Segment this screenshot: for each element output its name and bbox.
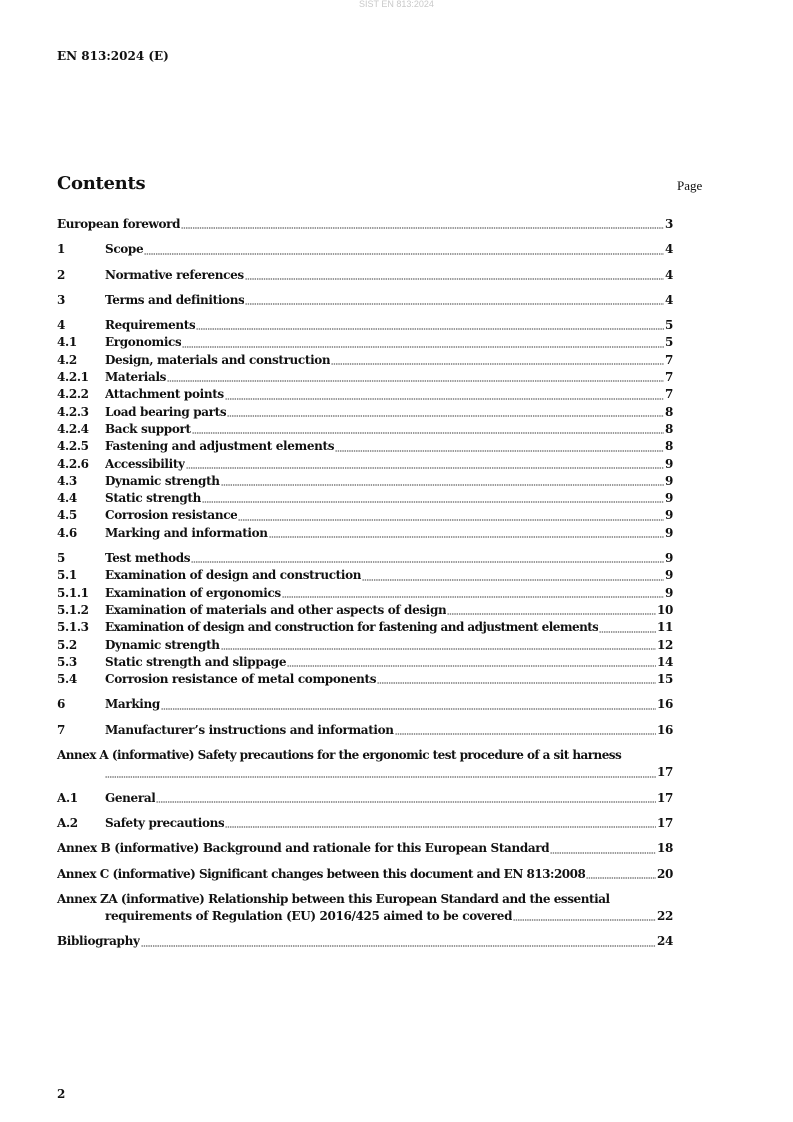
- toc-entry-5[interactable]: [57, 550, 673, 567]
- toc-entry-title: Marking: [105, 697, 160, 712]
- toc-entry-number: 5.1.2: [57, 602, 89, 617]
- toc-entry-title: Ergonomics: [105, 335, 182, 350]
- toc-entry-6[interactable]: [57, 696, 673, 713]
- dot-leader: [395, 732, 656, 736]
- toc-entry-page: 9: [665, 508, 673, 523]
- dot-leader: [191, 560, 664, 564]
- toc-entry-title: Examination of design and construction: [105, 568, 362, 583]
- toc-entry-title: Static strength and slippage: [105, 654, 287, 669]
- toc-entry-page: 14: [657, 654, 673, 669]
- dot-leader: [335, 449, 664, 453]
- toc-entry-page: 9: [665, 585, 673, 600]
- toc-entry-number: 7: [57, 722, 65, 737]
- dot-leader: [245, 302, 664, 306]
- toc-entry-title: Dynamic strength: [105, 637, 220, 652]
- toc-entry-a1[interactable]: [57, 790, 673, 807]
- toc-entry-3[interactable]: [57, 292, 673, 309]
- toc-entry-title: Test methods: [105, 551, 191, 566]
- toc-entry-7[interactable]: [57, 722, 673, 739]
- dot-leader: [202, 500, 664, 504]
- toc-entry-4-6[interactable]: [57, 525, 673, 542]
- toc-entry-page: 17: [657, 815, 673, 830]
- toc-entry-page: 22: [657, 909, 673, 924]
- toc-entry-number: 5.3: [57, 654, 77, 669]
- toc-entry-title: Back support: [105, 421, 191, 436]
- toc-entry-title: Marking and information: [105, 525, 268, 540]
- toc-entry-5-3[interactable]: [57, 654, 673, 671]
- toc-entry-page: 17: [657, 790, 673, 805]
- toc-entry-page: 4: [665, 242, 673, 257]
- toc-entry-title: Examination of design and construction for fastening and adjustment elements: [105, 620, 599, 635]
- toc-entry-title: Corrosion resistance: [105, 508, 238, 523]
- toc-entry-1[interactable]: [57, 241, 673, 258]
- dot-leader: [196, 327, 664, 331]
- toc-entry-page: 8: [665, 421, 673, 436]
- dot-leader: [362, 578, 664, 582]
- dot-leader: [377, 681, 656, 685]
- toc-entry-number: 4.1: [57, 335, 77, 350]
- toc-entry-page: 3: [665, 217, 673, 231]
- toc-entry-5-1-2[interactable]: [57, 602, 673, 619]
- toc-entry-title: Design, materials and construction: [105, 352, 331, 367]
- toc-entry-5-1-3[interactable]: [57, 619, 673, 636]
- dot-leader: [331, 362, 664, 366]
- dot-leader: [141, 944, 656, 948]
- page-number: 2: [57, 1087, 66, 1101]
- toc-entry-page: 11: [657, 620, 673, 635]
- toc-entry-title: General: [105, 790, 156, 805]
- toc-entry-number: 4.3: [57, 473, 77, 488]
- toc-entry-title-continued: requirements of Regulation (EU) 2016/425 aimed to be covered: [105, 909, 513, 924]
- toc-entry-4-2[interactable]: [57, 352, 673, 369]
- toc-entry-page: 5: [665, 335, 673, 350]
- dot-leader: [144, 252, 664, 256]
- toc-entry-number: 5.1.3: [57, 620, 89, 635]
- dot-leader: [550, 851, 656, 855]
- toc-entry-page: 16: [657, 722, 673, 737]
- toc-entry-title: Manufacturer’s instructions and information: [105, 722, 394, 737]
- dot-leader: [182, 345, 664, 349]
- toc-entry-number: 1: [57, 242, 65, 257]
- toc-entry-annex-za[interactable]: [57, 891, 673, 926]
- toc-entry-page: 17: [657, 765, 673, 780]
- toc-entry-4-4[interactable]: [57, 490, 673, 507]
- dot-leader: [225, 397, 664, 401]
- toc-entry-number: 4: [57, 318, 65, 333]
- toc-entry-number: 4.4: [57, 491, 77, 506]
- toc-entry-number: 4.2.3: [57, 404, 89, 419]
- toc-entry-title: Attachment points: [105, 387, 224, 402]
- dot-leader: [238, 518, 664, 522]
- toc-entry-page: 9: [665, 551, 673, 566]
- toc-entry-title: Requirements: [105, 318, 196, 333]
- toc-entry-title: Examination of materials and other aspects of design: [105, 602, 447, 617]
- toc-entry-title: Examination of ergonomics: [105, 585, 281, 600]
- toc-entry-page: 4: [665, 292, 673, 307]
- toc-entry-title: Terms and definitions: [105, 292, 245, 307]
- dot-leader: [181, 226, 664, 230]
- dot-leader: [186, 466, 664, 470]
- dot-leader: [227, 414, 664, 418]
- toc-entry-page: 16: [657, 697, 673, 712]
- dot-leader: [586, 876, 656, 880]
- toc-entry-number: 4.2.4: [57, 421, 89, 436]
- toc-entry-title: Annex A (informative) Safety precautions for the ergonomic test procedure of a sit harness: [57, 748, 622, 763]
- toc-entry-4-5[interactable]: [57, 507, 673, 524]
- toc-entry-page: 24: [657, 934, 673, 949]
- toc-entry-title: Annex C (informative) Significant changes between this document and EN 813:2008: [57, 866, 586, 881]
- dot-leader: [269, 535, 664, 539]
- toc-entry-number: 4.2.2: [57, 387, 89, 402]
- dot-leader: [287, 664, 656, 668]
- dot-leader: [156, 800, 656, 804]
- dot-leader: [245, 277, 664, 281]
- toc-entry-number: 5.1.1: [57, 585, 89, 600]
- toc-entry-page: 12: [657, 637, 673, 652]
- page-column-label: Page: [677, 178, 703, 193]
- toc-entry-number: 4.2.1: [57, 370, 89, 385]
- toc-entry-continuation: [57, 764, 673, 781]
- toc-entry-4-2-1[interactable]: [57, 369, 673, 386]
- toc-entry-title: Dynamic strength: [105, 473, 220, 488]
- toc-entry-foreword[interactable]: [57, 216, 673, 233]
- dot-leader: [513, 918, 656, 922]
- toc-entry-4-1[interactable]: [57, 334, 673, 351]
- toc-entry-5-2[interactable]: [57, 637, 673, 654]
- toc-entry-number: A.2: [57, 815, 78, 830]
- toc-entry-title: Static strength: [105, 491, 201, 506]
- toc-entry-page: 8: [665, 404, 673, 419]
- watermark: SIST EN 813:2024: [359, 0, 434, 9]
- toc-entry-title: Corrosion resistance of metal components: [105, 672, 377, 687]
- toc-entry-title: Fastening and adjustment elements: [105, 439, 335, 454]
- toc-entry-4-2-4[interactable]: [57, 421, 673, 438]
- document-id: EN 813:2024 (E): [57, 49, 169, 63]
- toc-entry-4[interactable]: [57, 317, 673, 334]
- toc-entry-page: 20: [657, 866, 673, 881]
- toc-entry-page: 5: [665, 318, 673, 333]
- toc-entry-number: 4.2.6: [57, 456, 89, 471]
- toc-entry-page: 4: [665, 267, 673, 282]
- toc-entry-title: Safety precautions: [105, 815, 225, 830]
- toc-entry-number: A.1: [57, 790, 78, 805]
- toc-entry-5-1-1[interactable]: [57, 585, 673, 602]
- toc-entry-page: 7: [665, 370, 673, 385]
- toc-entry-4-2-3[interactable]: [57, 404, 673, 421]
- toc-entry-number: 4.6: [57, 525, 77, 540]
- toc-entry-page: 9: [665, 473, 673, 488]
- dot-leader: [599, 630, 656, 634]
- toc-entry-4-2-6[interactable]: [57, 456, 673, 473]
- toc-entry-title: Bibliography: [57, 934, 140, 949]
- toc-entry-page: 18: [657, 841, 673, 856]
- toc-entry-number: 5.2: [57, 637, 77, 652]
- toc-entry-number: 4.2.5: [57, 439, 89, 454]
- toc-entry-continuation: [57, 908, 673, 925]
- toc-entry-number: 3: [57, 292, 65, 307]
- dot-leader: [105, 775, 656, 779]
- dot-leader: [161, 707, 656, 711]
- toc-entry-5-4[interactable]: [57, 671, 673, 688]
- toc-entry-number: 4.2: [57, 352, 77, 367]
- toc-entry-title: Annex ZA (informative) Relationship between this European Standard and the essential: [57, 891, 610, 906]
- toc-entry-number: 5.4: [57, 672, 77, 687]
- dot-leader: [167, 379, 664, 383]
- toc-entry-title: Materials: [105, 370, 167, 385]
- toc-entry-title: Normative references: [105, 267, 244, 282]
- toc-entry-number: 4.5: [57, 508, 77, 523]
- toc-entry-bibliography[interactable]: [57, 933, 673, 950]
- toc-entry-title: European foreword: [57, 217, 181, 231]
- dot-leader: [221, 647, 656, 651]
- toc-entry-title: Annex B (informative) Background and rationale for this European Standard: [57, 841, 550, 856]
- toc-entry-annex-c[interactable]: [57, 866, 673, 883]
- toc-entry-page: 7: [665, 352, 673, 367]
- toc-entry-number: 6: [57, 697, 65, 712]
- toc-entry-number: 5.1: [57, 568, 77, 583]
- dot-leader: [225, 825, 656, 829]
- toc-entry-5-1[interactable]: [57, 567, 673, 584]
- dot-leader: [192, 431, 664, 435]
- toc-entry-a2[interactable]: [57, 815, 673, 832]
- toc-entry-number: 2: [57, 267, 65, 282]
- toc-entry-title: Accessibility: [105, 456, 185, 471]
- toc-entry-4-2-2[interactable]: [57, 386, 673, 403]
- toc-entry-page: 9: [665, 456, 673, 471]
- contents-heading: Contents: [57, 173, 146, 194]
- toc-entry-page: 9: [665, 491, 673, 506]
- table-of-contents: [57, 216, 673, 951]
- toc-entry-title: Scope: [105, 242, 144, 257]
- toc-entry-page: 7: [665, 387, 673, 402]
- toc-entry-number: 5: [57, 551, 65, 566]
- toc-entry-page: 10: [657, 602, 673, 617]
- dot-leader: [447, 612, 656, 616]
- toc-entry-page: 9: [665, 525, 673, 540]
- dot-leader: [282, 595, 664, 599]
- toc-entry-4-3[interactable]: [57, 473, 673, 490]
- toc-entry-page: 8: [665, 439, 673, 454]
- toc-entry-2[interactable]: [57, 267, 673, 284]
- toc-entry-title: Load bearing parts: [105, 404, 227, 419]
- toc-entry-annex-a[interactable]: [57, 747, 673, 782]
- toc-entry-page: 15: [657, 672, 673, 687]
- dot-leader: [221, 483, 664, 487]
- toc-entry-annex-b[interactable]: [57, 840, 673, 857]
- toc-entry-4-2-5[interactable]: [57, 438, 673, 455]
- toc-entry-page: 9: [665, 568, 673, 583]
